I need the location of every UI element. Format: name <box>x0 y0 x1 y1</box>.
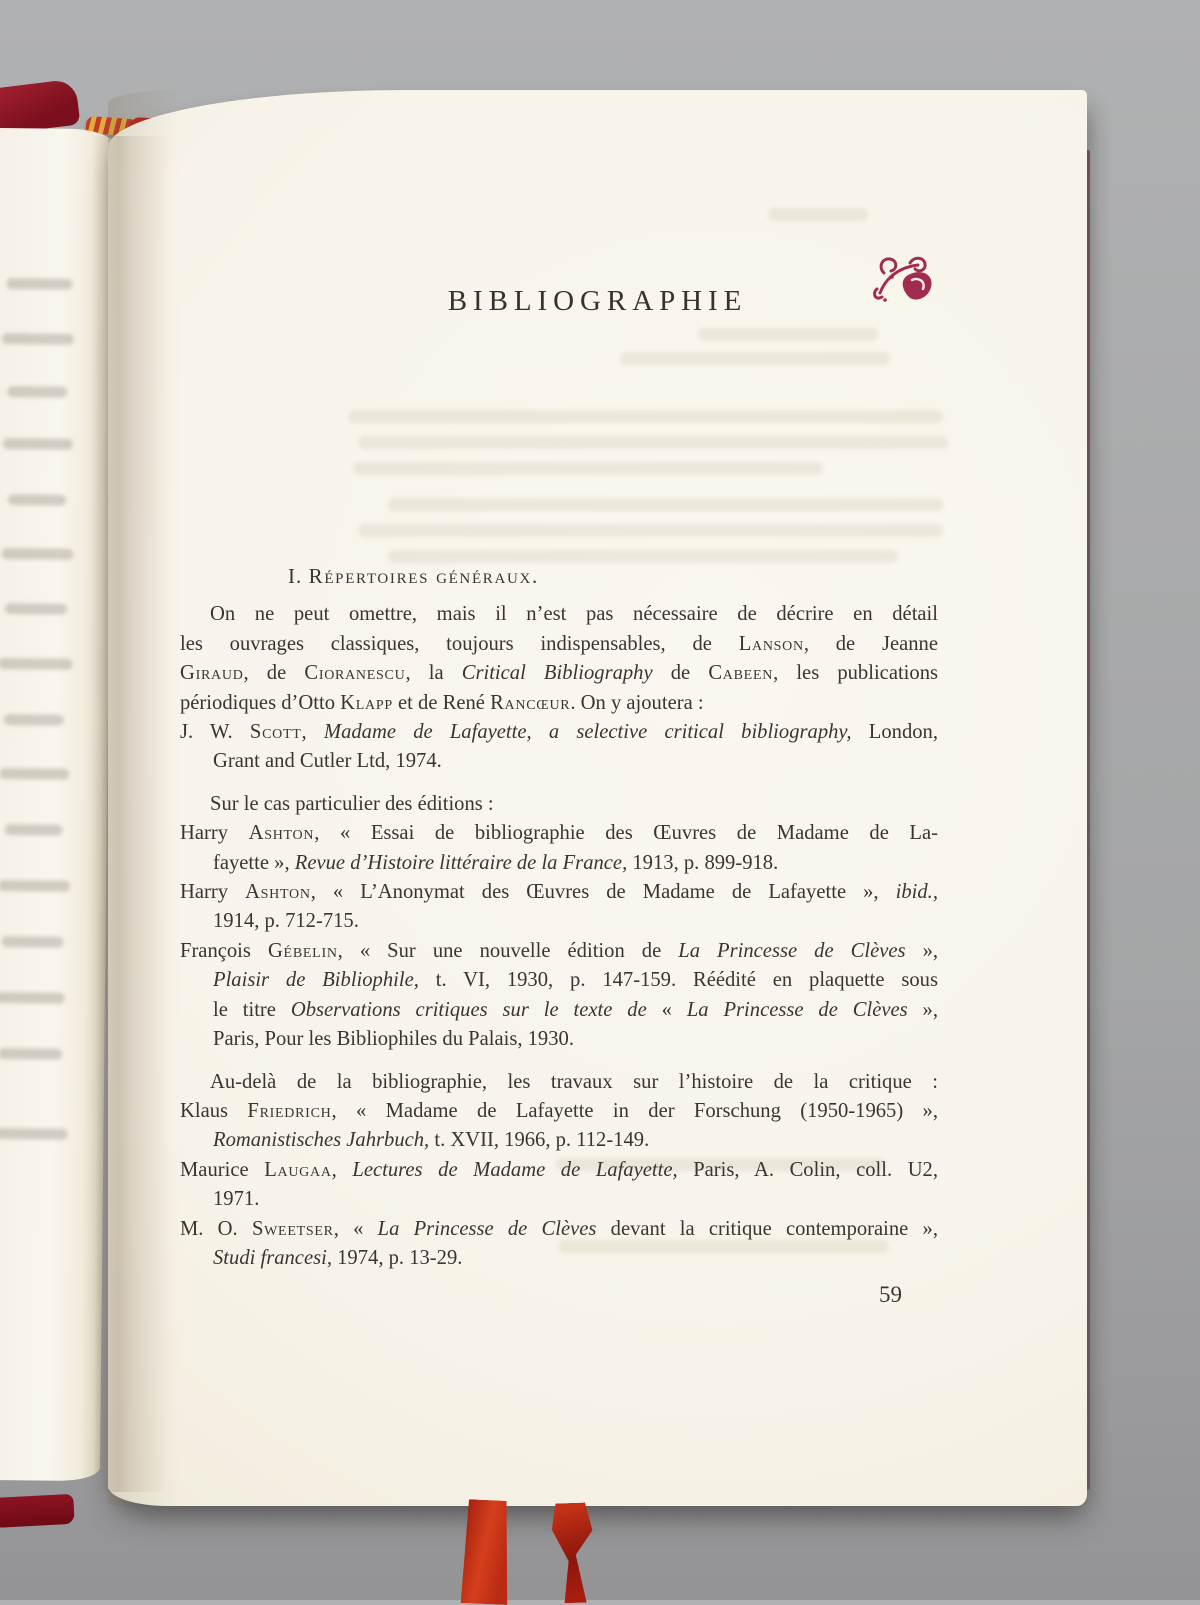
text: , <box>331 1158 353 1181</box>
bibliography-line <box>180 966 938 995</box>
show-through-line <box>358 436 948 449</box>
author-name: Klapp <box>340 691 393 714</box>
author-name: Laugaa <box>264 1158 332 1181</box>
show-through-line <box>1 936 63 948</box>
section-number: I. <box>288 564 309 588</box>
bibliography-line <box>180 600 938 629</box>
show-through-line <box>0 992 65 1004</box>
text: Paris, Pour les Bibliophiles du Palais, 1930. <box>213 1028 574 1051</box>
text: et de René <box>392 691 491 714</box>
work-title: Lectures de Madame de Lafayette, <box>352 1158 678 1181</box>
text: , « Sur une nouvelle édition de <box>337 939 679 962</box>
bibliography-line <box>180 790 938 819</box>
author-name: Sweetser <box>251 1217 334 1240</box>
text: J. W. <box>180 721 250 744</box>
show-through-line <box>6 278 72 290</box>
bibliography-line <box>180 1215 938 1244</box>
text: , les publications <box>773 662 939 685</box>
work-title: Studi francesi, <box>213 1246 332 1269</box>
text: , « Essai de bibliographie des Œuvres de Madame de La- <box>314 822 938 845</box>
work-title: Revue d’Histoire littéraire de la France, <box>294 851 628 874</box>
work-title: La Princesse de Clèves <box>377 1217 597 1240</box>
show-through-line <box>0 658 72 670</box>
text: Klaus <box>180 1099 248 1122</box>
bibliography-line <box>180 1185 938 1214</box>
text: 1913, p. 899-918. <box>627 851 779 874</box>
text: Harry <box>180 881 246 904</box>
text: le titre <box>213 998 291 1021</box>
show-through-line <box>5 824 63 836</box>
bibliography-line <box>180 849 938 878</box>
text: , « Madame de Lafayette in der Forschung (1950-1965) », <box>331 1099 938 1122</box>
text: « <box>646 998 687 1021</box>
show-through-line <box>7 386 67 398</box>
section-name: Répertoires généraux. <box>308 564 539 588</box>
show-through-line <box>388 498 943 511</box>
show-through-line <box>698 328 878 341</box>
bibliography-text <box>180 562 938 1273</box>
text: 1914, p. 712-715. <box>213 910 359 933</box>
show-through-line <box>620 352 890 365</box>
author-name: Rancœur <box>490 691 571 714</box>
show-through-line <box>0 880 70 892</box>
show-through-line <box>4 714 64 726</box>
show-through-line <box>348 410 943 423</box>
text: , « <box>333 1217 378 1240</box>
text: 1974, p. 13-29. <box>331 1246 463 1269</box>
text: devant la critique contemporaine », <box>596 1217 938 1240</box>
bibliography-line <box>180 907 938 936</box>
show-through-line <box>358 524 943 537</box>
work-title: La Princesse de Clèves <box>686 998 908 1021</box>
text: Paris, A. Colin, coll. U2, <box>677 1158 939 1181</box>
text: t. VI, 1930, p. 147-159. Réédité en plaquette sous <box>418 969 938 992</box>
text: London, <box>851 721 938 744</box>
text: Maurice <box>180 1158 265 1181</box>
bibliography-line <box>180 878 938 907</box>
author-name: Ashton <box>245 881 311 904</box>
text: , de Jeanne <box>803 632 938 655</box>
work-title: Romanistisches Jahrbuch, <box>213 1129 430 1152</box>
show-through-line <box>5 603 67 615</box>
bibliography-line <box>180 747 938 776</box>
show-through-line <box>768 208 868 221</box>
bibliography-line <box>180 1068 938 1097</box>
text: On ne peut omettre, mais il n’est pas nécessaire de décrire en détail <box>210 603 938 626</box>
bibliography-line <box>180 659 938 688</box>
bibliography-line <box>180 689 938 718</box>
author-name: Friedrich <box>247 1099 332 1122</box>
work-title: Madame de Lafayette, a selective critical bibliography, <box>323 721 852 744</box>
fleuron-icon <box>870 253 940 307</box>
show-through-line <box>353 462 823 475</box>
text: de <box>652 662 709 685</box>
bibliography-line <box>180 630 938 659</box>
book-cover-corner <box>0 79 80 136</box>
text: , la <box>405 662 462 685</box>
text: Sur le cas particulier des éditions : <box>210 792 494 815</box>
bibliography-line <box>180 1244 938 1273</box>
book-cover-corner-bottom <box>0 1494 75 1528</box>
work-title: Plaisir de Bibliophile, <box>213 969 419 992</box>
work-title: Observations critiques sur le texte de <box>290 998 647 1021</box>
work-title: La Princesse de Clèves <box>678 939 906 962</box>
work-title: Critical Bibliography <box>461 662 653 685</box>
text: François <box>180 939 268 962</box>
text: M. O. <box>180 1217 252 1240</box>
page-number: 59 <box>879 1282 902 1307</box>
bibliography-line <box>180 996 938 1025</box>
text: Grant and Cutler Ltd, 1974. <box>213 750 442 773</box>
bibliography-line <box>180 937 938 966</box>
author-name: Scott <box>249 721 302 744</box>
bibliography-line <box>180 1025 938 1054</box>
text: Au-delà de la bibliographie, les travaux sur l’histoire de la critique : <box>210 1070 938 1093</box>
text: », <box>907 998 938 1021</box>
show-through-line <box>0 768 69 780</box>
author-name: Ashton <box>248 822 315 845</box>
page-title: BIBLIOGRAPHIE <box>447 285 748 318</box>
text: t. XVII, 1966, p. 112-149. <box>429 1129 650 1152</box>
work-title: ibid., <box>895 881 938 904</box>
section-heading <box>288 562 938 591</box>
bibliography-line <box>180 1126 938 1155</box>
text: 1971. <box>213 1188 260 1211</box>
facing-page-edge <box>0 128 114 1481</box>
bibliography-line <box>180 718 938 747</box>
author-name: Lanson <box>738 632 804 655</box>
show-through-line <box>1 548 73 560</box>
text: , de <box>243 662 305 685</box>
text: fayette », <box>213 851 295 874</box>
show-through-line <box>8 494 66 506</box>
show-through-line <box>2 333 74 345</box>
text: périodiques d’Otto <box>180 691 341 714</box>
author-name: Gébelin <box>267 939 338 962</box>
text: , « L’Anonymat des Œuvres de Madame de Lafayette », <box>310 881 896 904</box>
show-through-line <box>3 438 73 450</box>
author-name: Cioranescu <box>304 662 406 685</box>
show-through-line <box>0 1128 68 1140</box>
author-name: Cabeen <box>708 662 774 685</box>
bookmark-ribbon <box>460 1499 512 1605</box>
author-name: Giraud <box>180 662 244 685</box>
text: . On y ajoutera : <box>570 691 704 714</box>
text: , <box>301 721 324 744</box>
text: », <box>905 939 939 962</box>
text: les ouvrages classiques, toujours indispensables, de <box>180 632 739 655</box>
text: Harry <box>180 822 249 845</box>
show-through-line <box>0 1048 62 1060</box>
bibliography-line <box>180 1156 938 1185</box>
book-page <box>108 90 1087 1506</box>
bookmark-ribbon-twisted <box>547 1502 596 1604</box>
bibliography-line <box>180 1097 938 1126</box>
bibliography-line <box>180 819 938 848</box>
